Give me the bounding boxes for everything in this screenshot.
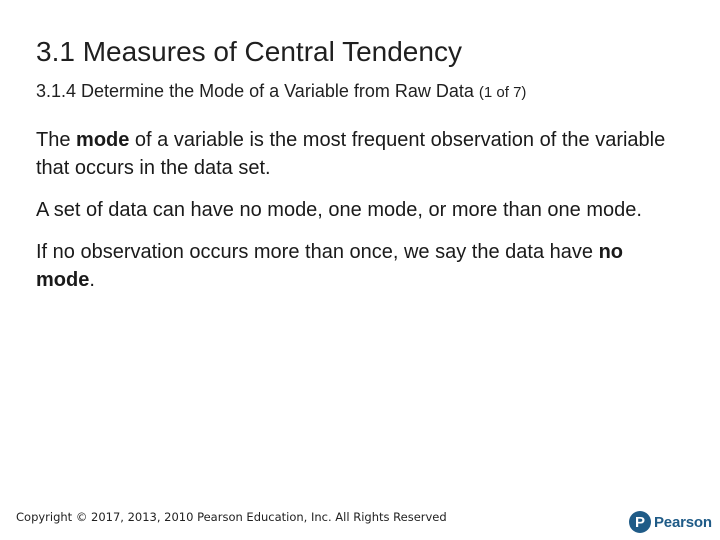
bold-term: no mode (36, 241, 623, 291)
pearson-logo (629, 510, 712, 534)
paragraph-text: A set of data can have no mode, one mode, or more than one mode. (36, 199, 642, 221)
page-count: (1 of 7) (478, 84, 527, 101)
paragraph-no-mode (36, 238, 686, 294)
paragraph-text: . (89, 269, 95, 291)
bold-term: mode (76, 129, 130, 151)
subtitle-text: 3.1.4 Determine the Mode of a Variable from Raw Data (36, 81, 474, 101)
pearson-p-icon: P (629, 511, 651, 533)
paragraph-mode-definition (36, 126, 686, 182)
slide-body (36, 126, 686, 308)
slide-subtitle (36, 79, 526, 105)
copyright-footer: Copyright © 2017, 2013, 2010 Pearson Education, Inc. All Rights Reserved (16, 510, 447, 524)
pearson-wordmark: Pearson (654, 513, 712, 531)
paragraph-text: If no observation occurs more than once, we say the data have (36, 241, 599, 263)
slide-title: 3.1 Measures of Central Tendency (36, 36, 462, 67)
paragraph-mode-count (36, 196, 686, 224)
paragraph-text: of a variable is the most frequent observation of the variable that occurs in the data set. (36, 129, 666, 179)
paragraph-text: The (36, 129, 77, 151)
